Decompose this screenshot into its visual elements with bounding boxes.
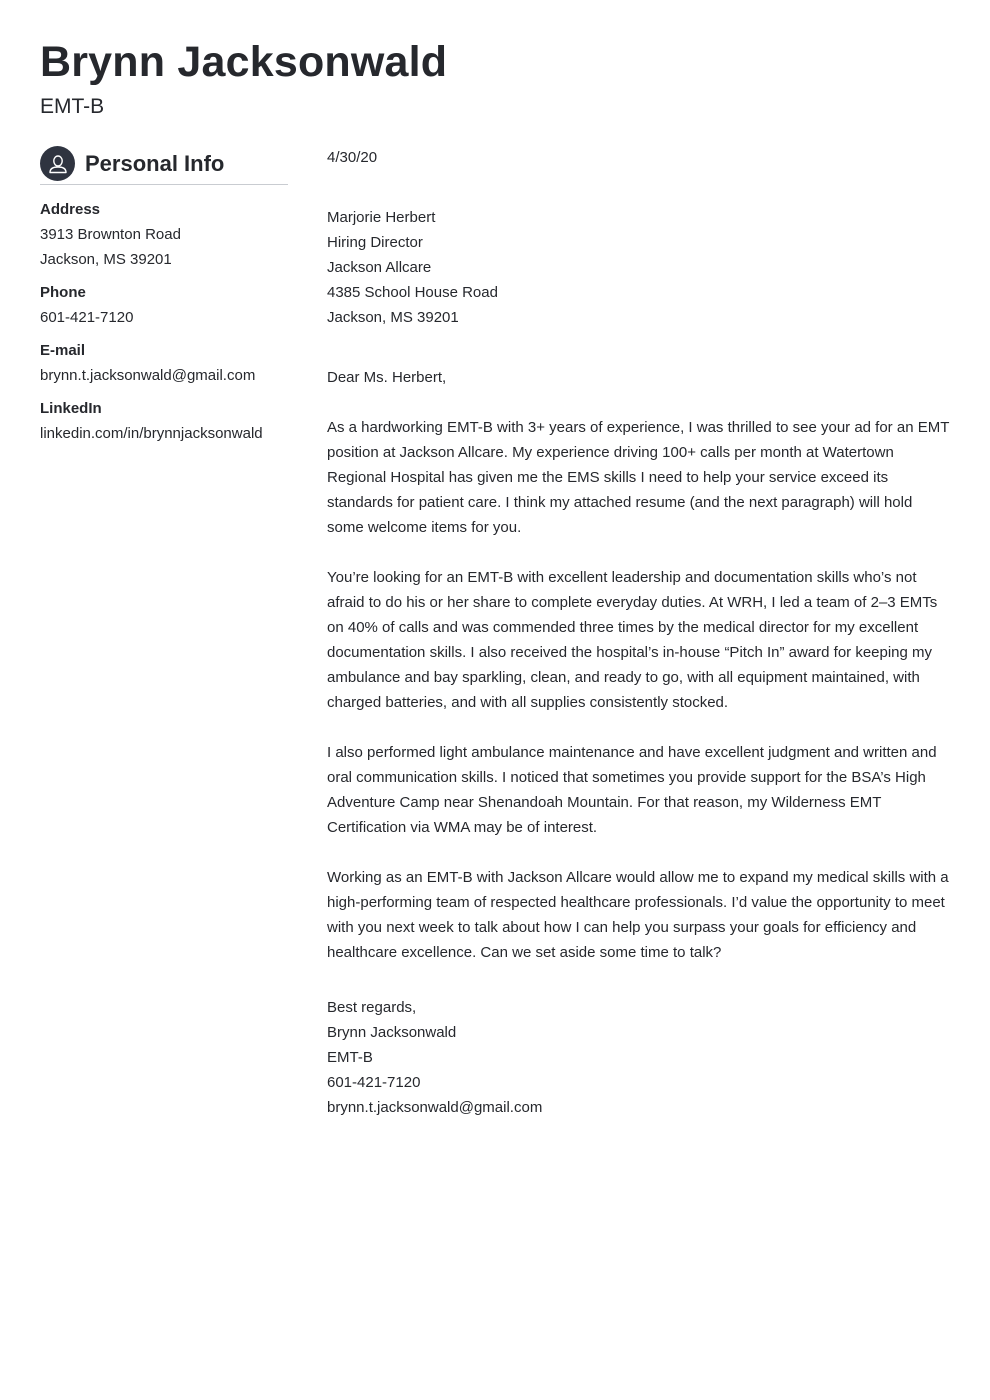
signature-phone: 601-421-7120 xyxy=(327,1074,421,1091)
email-group xyxy=(40,338,288,388)
applicant-name: Brynn Jacksonwald xyxy=(40,38,448,86)
paragraph-3: I also performed light ambulance maintenance and have excellent judgment and written and oral communication skills. I noticed that sometimes you provide support for the BSA’s High Adventure Camp near Shenandoah Mountain. For that reason, my Wilderness EMT Certification via WMA may be of interest. xyxy=(327,744,937,836)
linkedin-value: linkedin.com/in/brynnjacksonwald xyxy=(40,425,263,442)
section-title: Personal Info xyxy=(85,150,225,176)
recipient-street: 4385 School House Road xyxy=(327,284,498,301)
closing: Best regards, xyxy=(327,999,417,1016)
paragraph-1: As a hardworking EMT-B with 3+ years of experience, I was thrilled to see your ad for an EMT position at Jackson Allcare. My experience driving 100+ calls per month at Watertown Regional Hospital has given me the EMS skills I need to help your service exceed its standards for patient care. I think my attached resume (and the next paragraph) will hold some welcome items for you. xyxy=(327,419,950,536)
address-label: Address xyxy=(40,201,101,218)
applicant-title: EMT-B xyxy=(40,95,105,118)
user-icon xyxy=(40,146,75,181)
recipient-company: Jackson Allcare xyxy=(327,259,432,276)
address-group xyxy=(40,197,288,272)
recipient-title: Hiring Director xyxy=(327,234,423,251)
paragraph-2: You’re looking for an EMT-B with excellent leadership and documentation skills who’s not afraid to do his or her share to complete everyday duties. At WRH, I led a team of 2–3 EMTs on 40% of calls and was commended three times by the medical director for my excellent documentation skills. I also received the hospital’s in-house “Pitch In” award for keeping my ambulance and bay sparkling, clean, and ready to go, with all equipment maintained, with charged batteries, and with all supplies consistently stocked. xyxy=(327,569,938,711)
letter-body xyxy=(327,145,952,1120)
linkedin-label: LinkedIn xyxy=(40,400,102,417)
phone-value: 601-421-7120 xyxy=(40,309,134,326)
phone-group xyxy=(40,280,288,330)
signature-name: Brynn Jacksonwald xyxy=(327,1024,457,1041)
signature-title: EMT-B xyxy=(327,1049,373,1066)
signature-email: brynn.t.jacksonwald@gmail.com xyxy=(327,1099,543,1116)
personal-info-header xyxy=(40,146,288,185)
phone-label: Phone xyxy=(40,284,86,301)
personal-info-sidebar xyxy=(40,146,288,454)
letter-date: 4/30/20 xyxy=(327,149,378,166)
greeting: Dear Ms. Herbert, xyxy=(327,369,447,386)
contact-details xyxy=(40,197,288,446)
recipient-name: Marjorie Herbert xyxy=(327,209,436,226)
linkedin-group xyxy=(40,396,288,446)
email-label: E-mail xyxy=(40,342,86,359)
address-line-2: Jackson, MS 39201 xyxy=(40,251,172,268)
email-value: brynn.t.jacksonwald@gmail.com xyxy=(40,367,256,384)
recipient-city: Jackson, MS 39201 xyxy=(327,309,459,326)
address-line-1: 3913 Brownton Road xyxy=(40,226,181,243)
paragraph-4: Working as an EMT-B with Jackson Allcare would allow me to expand my medical skills with a high-performing team of respected healthcare professionals. I’d value the opportunity to meet with you next week to talk about how I can help you surpass your goals for efficiency and healthcare excellence. Can we set aside some time to talk? xyxy=(327,869,949,961)
